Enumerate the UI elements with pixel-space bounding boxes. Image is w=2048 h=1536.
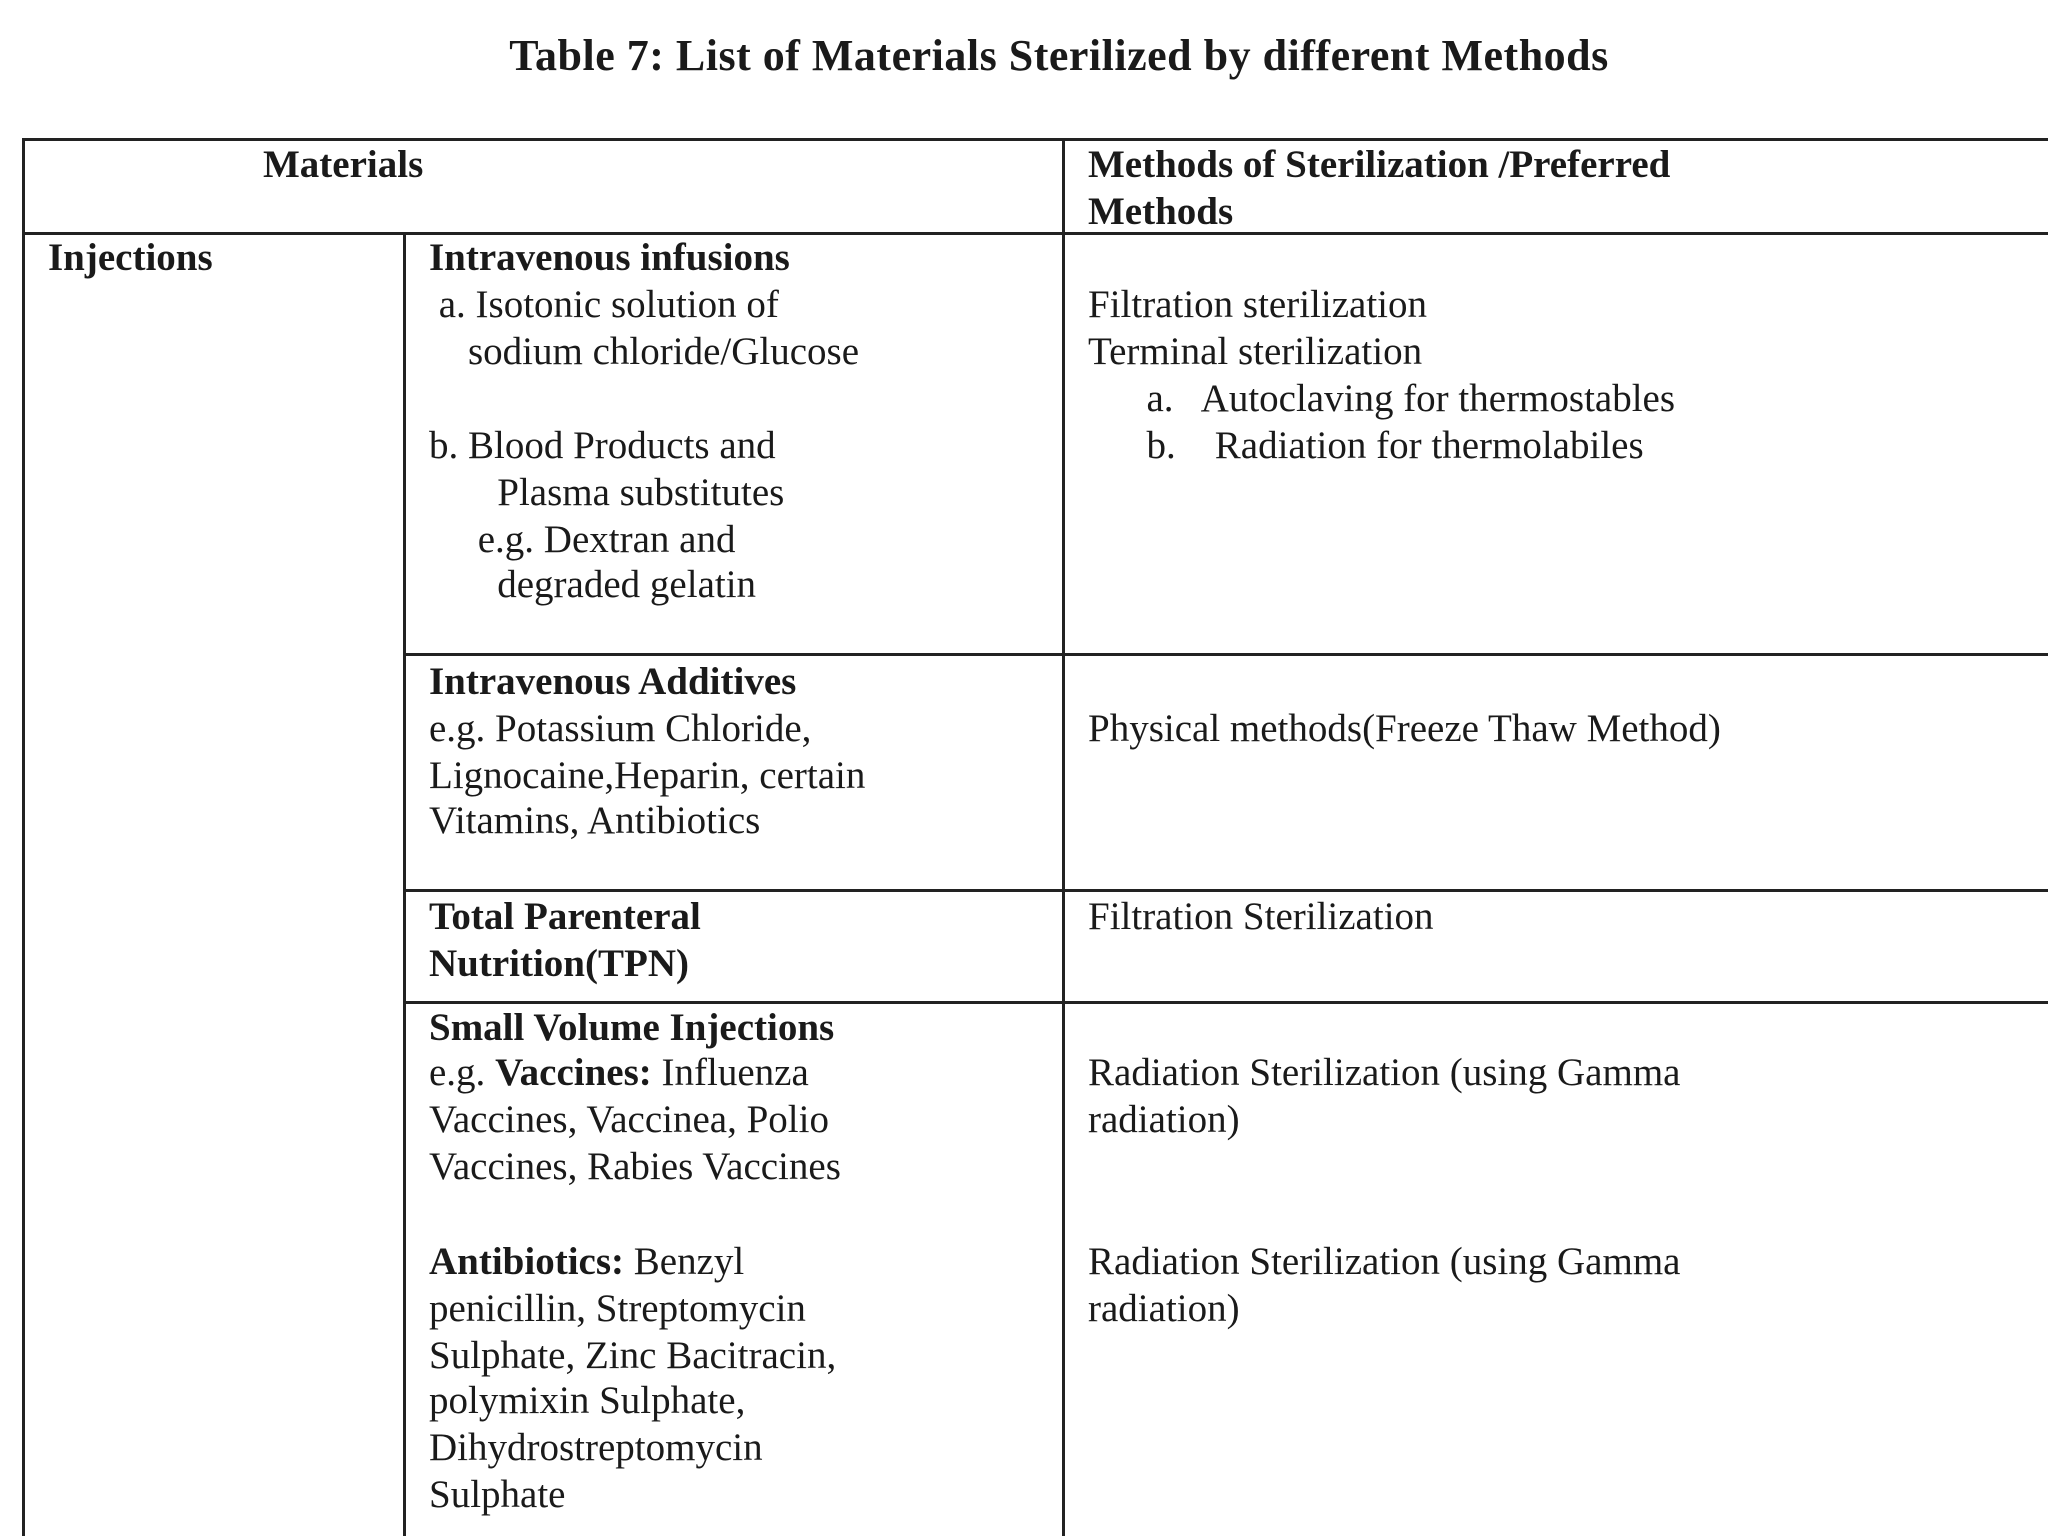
row1-material-line: degraded gelatin	[429, 563, 757, 606]
row1-bottom-rule	[403, 653, 2048, 656]
row1-material-line: sodium chloride/Glucose	[429, 330, 860, 373]
row2-method-line: Physical methods(Freeze Thaw Method)	[1088, 707, 1721, 750]
row3-method-line: Filtration Sterilization	[1088, 895, 1434, 938]
row1-material-line: e.g. Dextran and	[429, 518, 736, 561]
row4-heading: Small Volume Injections	[429, 1006, 835, 1049]
row4-vaccines-line: Vaccines, Vaccinea, Polio	[429, 1098, 829, 1141]
row1-material-line: a. Isotonic solution of	[429, 283, 779, 326]
row1-method-line: a. Autoclaving for thermostables	[1088, 377, 1676, 420]
row1-heading: Intravenous infusions	[429, 236, 790, 279]
row1-material-line: b. Blood Products and	[429, 424, 776, 467]
row1-method-line: b. Radiation for thermolabiles	[1088, 424, 1644, 467]
header-methods-line2: Methods	[1088, 190, 1234, 233]
category-injections: Injections	[48, 236, 213, 279]
row4-antibiotics-line: Dihydrostreptomycin	[429, 1426, 763, 1469]
row4-vaccines-line: Vaccines, Rabies Vaccines	[429, 1145, 841, 1188]
header-bottom-rule	[22, 232, 2048, 235]
row4-vaccines-first-line	[429, 1049, 809, 1096]
header-materials: Materials	[263, 143, 424, 186]
row3-heading-line2: Nutrition(TPN)	[429, 942, 689, 985]
row2-material-line: e.g. Potassium Chloride,	[429, 707, 812, 750]
header-methods-line1: Methods of Sterilization /Preferred	[1088, 143, 1671, 186]
row1-method-line: Filtration sterilization	[1088, 283, 1428, 326]
row4-method-vaccines-line: Radiation Sterilization (using Gamma	[1088, 1051, 1681, 1094]
row2-heading: Intravenous Additives	[429, 660, 797, 703]
row4-method-vaccines-line: radiation)	[1088, 1098, 1240, 1141]
vaccines-rest: Influenza	[651, 1051, 809, 1094]
row4-method-antibiotics-line: Radiation Sterilization (using Gamma	[1088, 1240, 1681, 1283]
table-title: Table 7: List of Materials Sterilized by different Methods	[509, 31, 1609, 80]
row2-bottom-rule	[403, 889, 2048, 892]
category-column-rule	[403, 232, 406, 1536]
row4-method-antibiotics-line: radiation)	[1088, 1287, 1240, 1330]
row4-antibiotics-first-line	[429, 1238, 744, 1285]
row4-antibiotics-line: Sulphate	[429, 1473, 566, 1516]
row1-method-line: Terminal sterilization	[1088, 330, 1423, 373]
row4-antibiotics-line: penicillin, Streptomycin	[429, 1287, 806, 1330]
vaccines-prefix: e.g.	[429, 1051, 496, 1094]
sterilization-table	[22, 138, 2048, 1536]
antibiotics-rest: Benzyl	[624, 1240, 745, 1283]
methods-column-rule	[1062, 138, 1065, 1536]
row3-heading-line1: Total Parenteral	[429, 895, 701, 938]
row4-antibiotics-line: Sulphate, Zinc Bacitracin,	[429, 1334, 837, 1377]
row1-material-line: Plasma substitutes	[429, 471, 785, 514]
row4-antibiotics-line: polymixin Sulphate,	[429, 1379, 746, 1422]
row2-material-line: Lignocaine,Heparin, certain	[429, 754, 866, 797]
vaccines-label: Vaccines:	[495, 1051, 652, 1094]
row2-material-line: Vitamins, Antibiotics	[429, 799, 761, 842]
antibiotics-label: Antibiotics:	[429, 1240, 624, 1283]
